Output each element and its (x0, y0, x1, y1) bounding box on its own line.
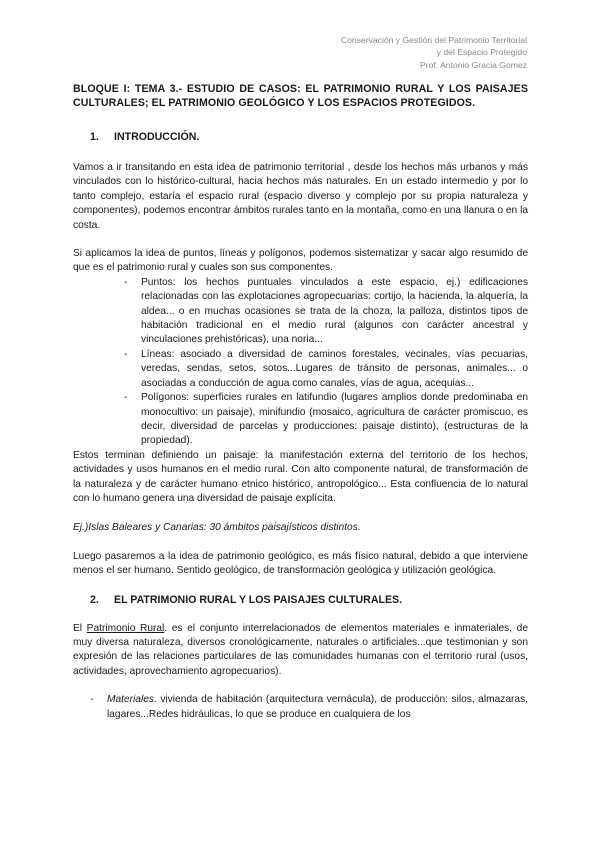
list-marker: - (124, 348, 128, 360)
section-1-paragraph-2: Si aplicamos la idea de puntos, líneas y polígonos, podemos sistematizar y sacar algo resumido de que es el patrimonio rural y cuales son sus componentes. (73, 248, 528, 274)
term-materiales: Materiales. (107, 694, 157, 706)
list-item-text: Puntos: los hechos puntuales vinculados a este espacio, ej.) edificaciones relacionadas con las explotaciones agropecuarias: cortijo, la hacienda, la alquería, la aldea... o en muchas ocasiones se trata de la choza, la palloza, distintos tipos de habitación tradicional en el medio rural (algunos con carácter ancestral y vinculaciones prehistóricas), una noria... (141, 276, 528, 346)
section-1-number: 1. (90, 131, 99, 143)
section-2-title: EL PATRIMONIO RURAL Y LOS PAISAJES CULTURALES. (114, 593, 403, 606)
list-item-poligonos (124, 391, 528, 449)
paragraph-prefix: El (73, 622, 87, 634)
section-1-paragraph-4: Luego pasaremos a la idea de patrimonio geológico, es más físico natural, debido a que interviene menos el ser humano. Sentido geológico, de transformación geológica y utilización geológica. (73, 550, 528, 577)
section-1-title: INTRODUCCIÓN. (114, 131, 200, 143)
list-item-materiales (90, 693, 528, 722)
patrimonio-elements-list (73, 693, 528, 722)
section-2-heading (73, 593, 528, 607)
document-title: BLOQUE I: TEMA 3.- ESTUDIO DE CASOS: EL PATRIMONIO RURAL Y LOS PAISAJES CULTURALES; EL PATRIMONIO GEOLÓGICO Y LOS ESPACIOS PROTEGIDOS. (73, 83, 528, 109)
list-item-text: vivienda de habitación (arquitectura vernácula), de producción: silos, almazaras, lagares...Redes hidráulicas, lo que se produce en cualquiera de los (107, 694, 528, 720)
list-item-lineas (124, 348, 528, 391)
list-item-text: Polígonos: superficies rurales en latifundio (lugares amplios donde predominaba en monocultivo: un paisaje), minifundio (mosaico, agricultura de carácter promiscuo, es decir, diversidad de parcelas y producciones: paisaje distinto), (estructuras de la propiedad). (141, 392, 528, 447)
list-marker: - (124, 276, 128, 288)
section-1-paragraph-1: Vamos a ir transitando en esta idea de patrimonio territorial , desde los hechos más urbanos y más vinculados con lo histórico-cultural, hacia hechos más naturales. En un estado intermedio y por lo tanto complejo, estaría el espacio rural (espacio diverso y complejo por su propia naturaleza y componentes), podemos encontrar ámbitos rurales tanto en la montaña, como en una llanura o en la costa. (73, 162, 528, 231)
components-list (73, 276, 528, 449)
header-line-professor: Prof. Antonio Gracia Gomez (420, 59, 527, 70)
header-line-course-cont: y del Espacio Protegido (436, 47, 527, 58)
list-marker: - (124, 392, 128, 404)
header-line-course: Conservación y Gestión del Patrimonio Territorial (340, 35, 527, 45)
list-item-puntos (124, 276, 528, 348)
list-marker: - (90, 694, 94, 706)
section-1-paragraph-3: Estos terminan definiendo un paisaje: la manifestación externa del territorio de los hechos, actividades y usos humanos en el medio rural. Con alto componente natural, de transformación de la naturaleza y de carácter humano etnico histórico, antropológico... Esta confluencia de lo natural con lo humano genera una diversidad de paisaje explícita. (73, 449, 528, 504)
section-2-paragraph-1 (73, 622, 528, 680)
paragraph-rest: . es el conjunto interrelacionados de elementos materiales e inmateriales, de muy diversa naturaleza, diversos cronológicamente, naturales o artificiales...que testimonian y son expresión de las relaciones particulares de las comunidades humanas con el territorio rural (usos, actividades, aprovechamiento agropecuarios). (73, 622, 528, 677)
example-note: Ej.)Islas Baleares y Canarias: 30 ámbitos paisajísticos distintos. (73, 522, 361, 534)
section-2-number: 2. (90, 593, 99, 606)
running-header (267, 34, 527, 71)
term-patrimonio-rural: Patrimonio Rural (86, 622, 165, 634)
list-item-text: Líneas: asociado a diversidad de caminos forestales, vecinales, vías pecuarias, veredas, sendas, setos, sotos...Lugares de tránsito de personas, animales... o asociadas a conducción de agua como canales, vías de agua, acequias... (141, 348, 528, 389)
document-body (73, 82, 528, 722)
section-1-heading (73, 130, 528, 144)
